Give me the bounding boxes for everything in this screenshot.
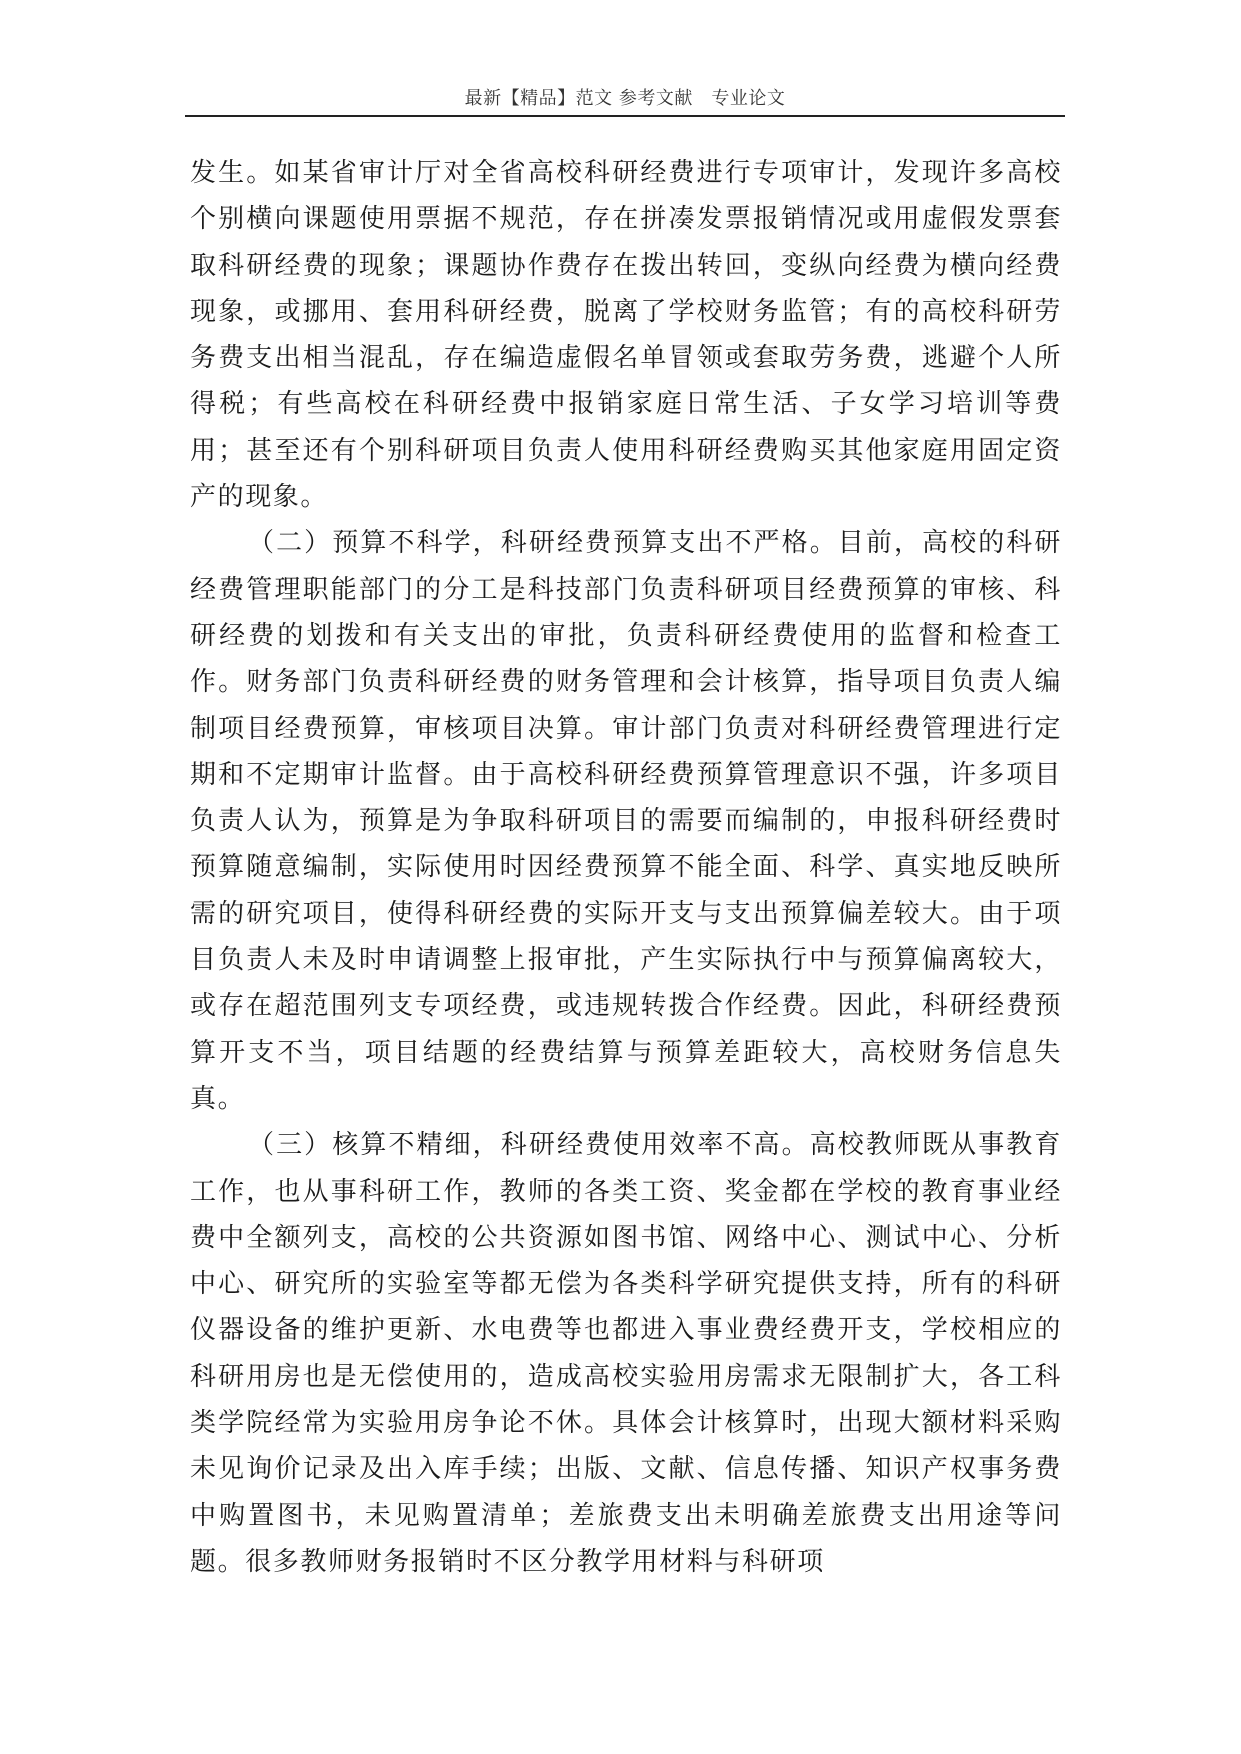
body-paragraph-3: （三）核算不精细，科研经费使用效率不高。高校教师既从事教育工作，也从事科研工作，教师的各类工资、奖金都在学校的教育事业经费中全额列支，高校的公共资源如图书馆、网络中心、测试中心、分析中心、研究所的实验室等都无偿为各类科学研究提供支持，所有的科研仪器设备的维护更新、水电费等也都进入事业费经费开支，学校相应的科研用房也是无偿使用的，造成高校实验用房需求无限制扩大，各工科类学院经常为实验用房争论不休。具体会计核算时，出现大额材料采购未见询价记录及出入库手续；出版、文献、信息传播、知识产权事务费中购置图书，未见购置清单；差旅费支出未明确差旅费支出用途等问题。很多教师财务报销时不区分教学用材料与科研项 (190, 1130, 1062, 1577)
body-paragraph-1: 发生。如某省审计厅对全省高校科研经费进行专项审计，发现许多高校个别横向课题使用票据不规范，存在拼凑发票报销情况或用虚假发票套取科研经费的现象；课题协作费存在拨出转回，变纵向经费为横向经费现象，或挪用、套用科研经费，脱离了学校财务监管；有的高校科研劳务费支出相当混乱，存在编造虚假名单冒领或套取劳务费，逃避个人所得税；有些高校在科研经费中报销家庭日常生活、子女学习培训等费用；甚至还有个别科研项目负责人使用科研经费购买其他家庭用固定资产的现象。 (190, 158, 1062, 513)
document-body (190, 150, 1062, 1585)
header-divider (185, 115, 1065, 117)
page-header: 最新【精品】范文 参考文献 专业论文 (464, 88, 786, 109)
body-paragraph-2: （二）预算不科学，科研经费预算支出不严格。目前，高校的科研经费管理职能部门的分工是科技部门负责科研项目经费预算的审核、科研经费的划拨和有关支出的审批，负责科研经费使用的监督和检查工作。财务部门负责科研经费的财务管理和会计核算，指导项目负责人编制项目经费预算，审核项目决算。审计部门负责对科研经费管理进行定期和不定期审计监督。由于高校科研经费预算管理意识不强，许多项目负责人认为，预算是为争取科研项目的需要而编制的，申报科研经费时预算随意编制，实际使用时因经费预算不能全面、科学、真实地反映所需的研究项目，使得科研经费的实际开支与支出预算偏差较大。由于项目负责人未及时申请调整上报审批，产生实际执行中与预算偏离较大，或存在超范围列支专项经费，或违规转拨合作经费。因此，科研经费预算开支不当，项目结题的经费结算与预算差距较大，高校财务信息失真。 (190, 528, 1062, 1114)
